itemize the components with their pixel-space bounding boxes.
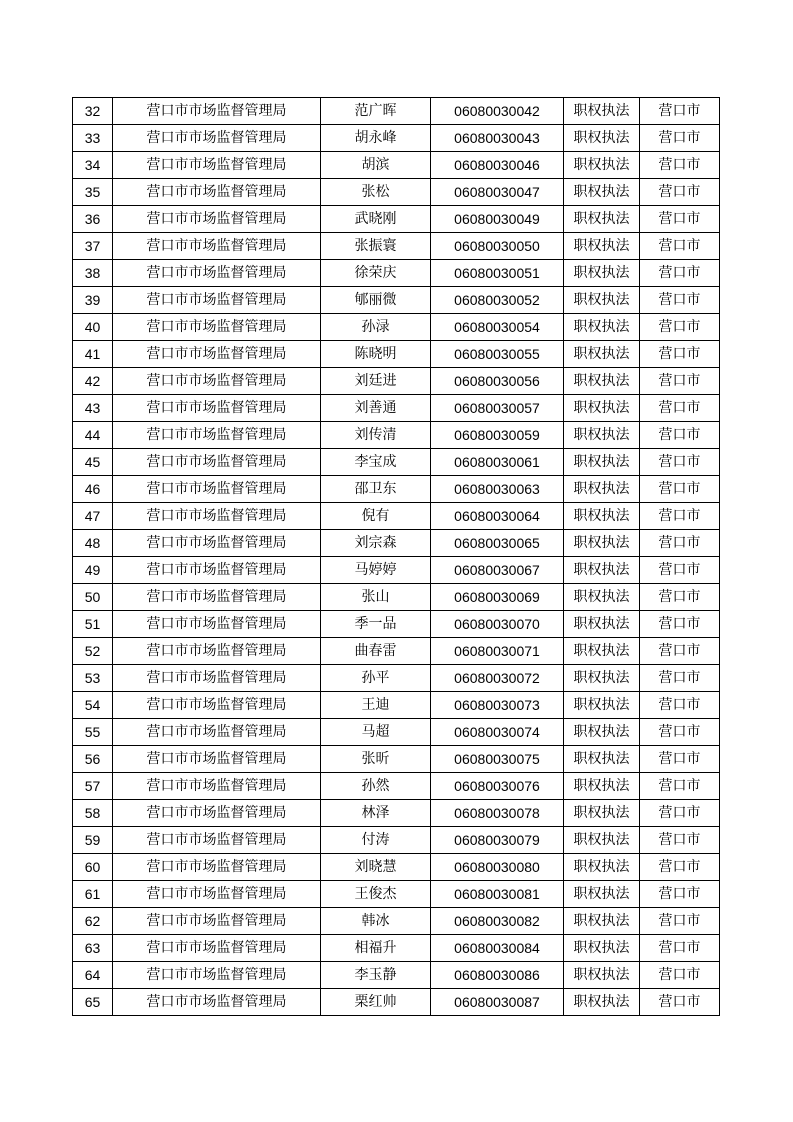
city-cell: 营口市 xyxy=(640,260,720,287)
organization-cell: 营口市市场监督管理局 xyxy=(113,881,321,908)
enforcement-type-cell: 职权执法 xyxy=(564,503,640,530)
city-cell: 营口市 xyxy=(640,611,720,638)
city-cell: 营口市 xyxy=(640,854,720,881)
row-number-cell: 39 xyxy=(73,287,113,314)
organization-cell: 营口市市场监督管理局 xyxy=(113,314,321,341)
city-cell: 营口市 xyxy=(640,98,720,125)
enforcement-officer-table xyxy=(72,97,720,1016)
person-name-cell: 倪有 xyxy=(321,503,431,530)
organization-cell: 营口市市场监督管理局 xyxy=(113,665,321,692)
person-name-cell: 付涛 xyxy=(321,827,431,854)
row-number-cell: 38 xyxy=(73,260,113,287)
enforcement-type-cell: 职权执法 xyxy=(564,125,640,152)
organization-cell: 营口市市场监督管理局 xyxy=(113,935,321,962)
certificate-number-cell: 06080030047 xyxy=(431,179,564,206)
organization-cell: 营口市市场监督管理局 xyxy=(113,368,321,395)
organization-cell: 营口市市场监督管理局 xyxy=(113,746,321,773)
certificate-number-cell: 06080030051 xyxy=(431,260,564,287)
certificate-number-cell: 06080030042 xyxy=(431,98,564,125)
certificate-number-cell: 06080030087 xyxy=(431,989,564,1016)
organization-cell: 营口市市场监督管理局 xyxy=(113,503,321,530)
city-cell: 营口市 xyxy=(640,206,720,233)
certificate-number-cell: 06080030082 xyxy=(431,908,564,935)
row-number-cell: 33 xyxy=(73,125,113,152)
person-name-cell: 季一品 xyxy=(321,611,431,638)
organization-cell: 营口市市场监督管理局 xyxy=(113,584,321,611)
enforcement-type-cell: 职权执法 xyxy=(564,530,640,557)
enforcement-type-cell: 职权执法 xyxy=(564,854,640,881)
enforcement-type-cell: 职权执法 xyxy=(564,638,640,665)
table-row xyxy=(73,422,720,449)
person-name-cell: 陈晓明 xyxy=(321,341,431,368)
city-cell: 营口市 xyxy=(640,962,720,989)
organization-cell: 营口市市场监督管理局 xyxy=(113,449,321,476)
person-name-cell: 张昕 xyxy=(321,746,431,773)
city-cell: 营口市 xyxy=(640,584,720,611)
city-cell: 营口市 xyxy=(640,179,720,206)
person-name-cell: 李宝成 xyxy=(321,449,431,476)
city-cell: 营口市 xyxy=(640,719,720,746)
enforcement-type-cell: 职权执法 xyxy=(564,449,640,476)
enforcement-type-cell: 职权执法 xyxy=(564,368,640,395)
row-number-cell: 64 xyxy=(73,962,113,989)
person-name-cell: 刘廷进 xyxy=(321,368,431,395)
table-row xyxy=(73,260,720,287)
city-cell: 营口市 xyxy=(640,449,720,476)
row-number-cell: 60 xyxy=(73,854,113,881)
table-body xyxy=(73,98,720,1016)
organization-cell: 营口市市场监督管理局 xyxy=(113,692,321,719)
row-number-cell: 63 xyxy=(73,935,113,962)
enforcement-type-cell: 职权执法 xyxy=(564,233,640,260)
enforcement-type-cell: 职权执法 xyxy=(564,935,640,962)
city-cell: 营口市 xyxy=(640,125,720,152)
city-cell: 营口市 xyxy=(640,395,720,422)
row-number-cell: 65 xyxy=(73,989,113,1016)
person-name-cell: 刘善通 xyxy=(321,395,431,422)
city-cell: 营口市 xyxy=(640,341,720,368)
certificate-number-cell: 06080030067 xyxy=(431,557,564,584)
city-cell: 营口市 xyxy=(640,989,720,1016)
enforcement-type-cell: 职权执法 xyxy=(564,152,640,179)
table-row xyxy=(73,611,720,638)
certificate-number-cell: 06080030057 xyxy=(431,395,564,422)
person-name-cell: 孙然 xyxy=(321,773,431,800)
row-number-cell: 36 xyxy=(73,206,113,233)
row-number-cell: 47 xyxy=(73,503,113,530)
row-number-cell: 41 xyxy=(73,341,113,368)
person-name-cell: 邵卫东 xyxy=(321,476,431,503)
row-number-cell: 62 xyxy=(73,908,113,935)
certificate-number-cell: 06080030059 xyxy=(431,422,564,449)
row-number-cell: 54 xyxy=(73,692,113,719)
document-page xyxy=(72,97,719,1016)
enforcement-type-cell: 职权执法 xyxy=(564,827,640,854)
person-name-cell: 曲春雷 xyxy=(321,638,431,665)
table-row xyxy=(73,854,720,881)
table-row xyxy=(73,287,720,314)
row-number-cell: 34 xyxy=(73,152,113,179)
table-row xyxy=(73,98,720,125)
person-name-cell: 张山 xyxy=(321,584,431,611)
enforcement-type-cell: 职权执法 xyxy=(564,746,640,773)
table-row xyxy=(73,935,720,962)
enforcement-type-cell: 职权执法 xyxy=(564,260,640,287)
table-row xyxy=(73,179,720,206)
person-name-cell: 胡永峰 xyxy=(321,125,431,152)
organization-cell: 营口市市场监督管理局 xyxy=(113,395,321,422)
table-row xyxy=(73,368,720,395)
table-row xyxy=(73,449,720,476)
city-cell: 营口市 xyxy=(640,746,720,773)
row-number-cell: 61 xyxy=(73,881,113,908)
city-cell: 营口市 xyxy=(640,827,720,854)
enforcement-type-cell: 职权执法 xyxy=(564,908,640,935)
person-name-cell: 徐荣庆 xyxy=(321,260,431,287)
organization-cell: 营口市市场监督管理局 xyxy=(113,530,321,557)
row-number-cell: 49 xyxy=(73,557,113,584)
organization-cell: 营口市市场监督管理局 xyxy=(113,854,321,881)
certificate-number-cell: 06080030052 xyxy=(431,287,564,314)
table-row xyxy=(73,395,720,422)
organization-cell: 营口市市场监督管理局 xyxy=(113,908,321,935)
city-cell: 营口市 xyxy=(640,773,720,800)
city-cell: 营口市 xyxy=(640,233,720,260)
enforcement-type-cell: 职权执法 xyxy=(564,665,640,692)
certificate-number-cell: 06080030080 xyxy=(431,854,564,881)
row-number-cell: 37 xyxy=(73,233,113,260)
certificate-number-cell: 06080030070 xyxy=(431,611,564,638)
city-cell: 营口市 xyxy=(640,287,720,314)
enforcement-type-cell: 职权执法 xyxy=(564,719,640,746)
person-name-cell: 孙平 xyxy=(321,665,431,692)
table-row xyxy=(73,503,720,530)
organization-cell: 营口市市场监督管理局 xyxy=(113,638,321,665)
organization-cell: 营口市市场监督管理局 xyxy=(113,773,321,800)
organization-cell: 营口市市场监督管理局 xyxy=(113,962,321,989)
table-row xyxy=(73,881,720,908)
person-name-cell: 胡滨 xyxy=(321,152,431,179)
table-row xyxy=(73,152,720,179)
table-row xyxy=(73,908,720,935)
certificate-number-cell: 06080030086 xyxy=(431,962,564,989)
row-number-cell: 40 xyxy=(73,314,113,341)
table-row xyxy=(73,827,720,854)
enforcement-type-cell: 职权执法 xyxy=(564,611,640,638)
row-number-cell: 46 xyxy=(73,476,113,503)
organization-cell: 营口市市场监督管理局 xyxy=(113,233,321,260)
organization-cell: 营口市市场监督管理局 xyxy=(113,557,321,584)
person-name-cell: 刘晓慧 xyxy=(321,854,431,881)
certificate-number-cell: 06080030046 xyxy=(431,152,564,179)
row-number-cell: 51 xyxy=(73,611,113,638)
table-row xyxy=(73,638,720,665)
city-cell: 营口市 xyxy=(640,422,720,449)
enforcement-type-cell: 职权执法 xyxy=(564,962,640,989)
organization-cell: 营口市市场监督管理局 xyxy=(113,827,321,854)
table-row xyxy=(73,800,720,827)
certificate-number-cell: 06080030043 xyxy=(431,125,564,152)
certificate-number-cell: 06080030079 xyxy=(431,827,564,854)
certificate-number-cell: 06080030084 xyxy=(431,935,564,962)
enforcement-type-cell: 职权执法 xyxy=(564,800,640,827)
table-row xyxy=(73,584,720,611)
table-row xyxy=(73,665,720,692)
city-cell: 营口市 xyxy=(640,800,720,827)
certificate-number-cell: 06080030076 xyxy=(431,773,564,800)
organization-cell: 营口市市场监督管理局 xyxy=(113,341,321,368)
person-name-cell: 马婷婷 xyxy=(321,557,431,584)
certificate-number-cell: 06080030069 xyxy=(431,584,564,611)
person-name-cell: 相福升 xyxy=(321,935,431,962)
certificate-number-cell: 06080030074 xyxy=(431,719,564,746)
organization-cell: 营口市市场监督管理局 xyxy=(113,179,321,206)
person-name-cell: 郇丽微 xyxy=(321,287,431,314)
row-number-cell: 58 xyxy=(73,800,113,827)
organization-cell: 营口市市场监督管理局 xyxy=(113,287,321,314)
certificate-number-cell: 06080030081 xyxy=(431,881,564,908)
row-number-cell: 45 xyxy=(73,449,113,476)
table-row xyxy=(73,314,720,341)
row-number-cell: 55 xyxy=(73,719,113,746)
city-cell: 营口市 xyxy=(640,557,720,584)
person-name-cell: 栗红帅 xyxy=(321,989,431,1016)
certificate-number-cell: 06080030055 xyxy=(431,341,564,368)
city-cell: 营口市 xyxy=(640,692,720,719)
row-number-cell: 56 xyxy=(73,746,113,773)
row-number-cell: 50 xyxy=(73,584,113,611)
table-row xyxy=(73,719,720,746)
certificate-number-cell: 06080030054 xyxy=(431,314,564,341)
enforcement-type-cell: 职权执法 xyxy=(564,287,640,314)
person-name-cell: 张松 xyxy=(321,179,431,206)
person-name-cell: 王迪 xyxy=(321,692,431,719)
table-row xyxy=(73,206,720,233)
row-number-cell: 59 xyxy=(73,827,113,854)
city-cell: 营口市 xyxy=(640,314,720,341)
city-cell: 营口市 xyxy=(640,638,720,665)
person-name-cell: 刘宗森 xyxy=(321,530,431,557)
city-cell: 营口市 xyxy=(640,908,720,935)
certificate-number-cell: 06080030064 xyxy=(431,503,564,530)
city-cell: 营口市 xyxy=(640,665,720,692)
person-name-cell: 韩冰 xyxy=(321,908,431,935)
person-name-cell: 林泽 xyxy=(321,800,431,827)
row-number-cell: 35 xyxy=(73,179,113,206)
enforcement-type-cell: 职权执法 xyxy=(564,98,640,125)
row-number-cell: 44 xyxy=(73,422,113,449)
city-cell: 营口市 xyxy=(640,503,720,530)
certificate-number-cell: 06080030049 xyxy=(431,206,564,233)
city-cell: 营口市 xyxy=(640,368,720,395)
organization-cell: 营口市市场监督管理局 xyxy=(113,476,321,503)
person-name-cell: 张振寰 xyxy=(321,233,431,260)
enforcement-type-cell: 职权执法 xyxy=(564,557,640,584)
organization-cell: 营口市市场监督管理局 xyxy=(113,719,321,746)
enforcement-type-cell: 职权执法 xyxy=(564,773,640,800)
certificate-number-cell: 06080030061 xyxy=(431,449,564,476)
row-number-cell: 32 xyxy=(73,98,113,125)
enforcement-type-cell: 职权执法 xyxy=(564,881,640,908)
person-name-cell: 李玉静 xyxy=(321,962,431,989)
person-name-cell: 马超 xyxy=(321,719,431,746)
enforcement-type-cell: 职权执法 xyxy=(564,395,640,422)
person-name-cell: 王俊杰 xyxy=(321,881,431,908)
person-name-cell: 孙渌 xyxy=(321,314,431,341)
certificate-number-cell: 06080030065 xyxy=(431,530,564,557)
certificate-number-cell: 06080030073 xyxy=(431,692,564,719)
table-row xyxy=(73,125,720,152)
person-name-cell: 范广晖 xyxy=(321,98,431,125)
table-row xyxy=(73,341,720,368)
certificate-number-cell: 06080030063 xyxy=(431,476,564,503)
table-row xyxy=(73,233,720,260)
certificate-number-cell: 06080030071 xyxy=(431,638,564,665)
certificate-number-cell: 06080030056 xyxy=(431,368,564,395)
organization-cell: 营口市市场监督管理局 xyxy=(113,422,321,449)
city-cell: 营口市 xyxy=(640,530,720,557)
table-row xyxy=(73,530,720,557)
row-number-cell: 57 xyxy=(73,773,113,800)
table-row xyxy=(73,773,720,800)
row-number-cell: 42 xyxy=(73,368,113,395)
organization-cell: 营口市市场监督管理局 xyxy=(113,206,321,233)
organization-cell: 营口市市场监督管理局 xyxy=(113,989,321,1016)
organization-cell: 营口市市场监督管理局 xyxy=(113,152,321,179)
row-number-cell: 48 xyxy=(73,530,113,557)
table-row xyxy=(73,692,720,719)
row-number-cell: 52 xyxy=(73,638,113,665)
enforcement-type-cell: 职权执法 xyxy=(564,692,640,719)
certificate-number-cell: 06080030078 xyxy=(431,800,564,827)
organization-cell: 营口市市场监督管理局 xyxy=(113,260,321,287)
city-cell: 营口市 xyxy=(640,476,720,503)
person-name-cell: 武晓刚 xyxy=(321,206,431,233)
organization-cell: 营口市市场监督管理局 xyxy=(113,800,321,827)
table-row xyxy=(73,989,720,1016)
city-cell: 营口市 xyxy=(640,881,720,908)
table-row xyxy=(73,557,720,584)
enforcement-type-cell: 职权执法 xyxy=(564,179,640,206)
person-name-cell: 刘传清 xyxy=(321,422,431,449)
organization-cell: 营口市市场监督管理局 xyxy=(113,611,321,638)
enforcement-type-cell: 职权执法 xyxy=(564,341,640,368)
table-row xyxy=(73,962,720,989)
enforcement-type-cell: 职权执法 xyxy=(564,584,640,611)
table-row xyxy=(73,476,720,503)
row-number-cell: 43 xyxy=(73,395,113,422)
certificate-number-cell: 06080030075 xyxy=(431,746,564,773)
certificate-number-cell: 06080030072 xyxy=(431,665,564,692)
enforcement-type-cell: 职权执法 xyxy=(564,989,640,1016)
enforcement-type-cell: 职权执法 xyxy=(564,206,640,233)
enforcement-type-cell: 职权执法 xyxy=(564,476,640,503)
enforcement-type-cell: 职权执法 xyxy=(564,314,640,341)
organization-cell: 营口市市场监督管理局 xyxy=(113,98,321,125)
city-cell: 营口市 xyxy=(640,935,720,962)
row-number-cell: 53 xyxy=(73,665,113,692)
enforcement-type-cell: 职权执法 xyxy=(564,422,640,449)
certificate-number-cell: 06080030050 xyxy=(431,233,564,260)
city-cell: 营口市 xyxy=(640,152,720,179)
organization-cell: 营口市市场监督管理局 xyxy=(113,125,321,152)
table-row xyxy=(73,746,720,773)
